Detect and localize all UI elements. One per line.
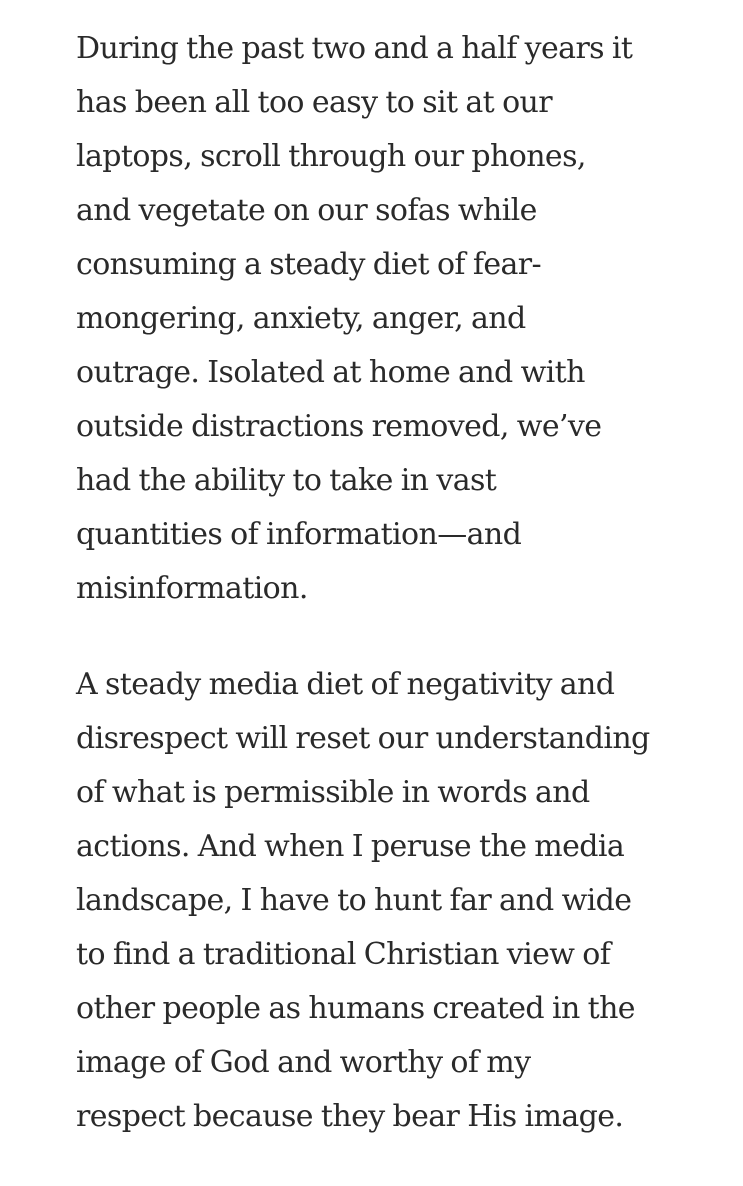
text-line: had the ability to take in vast: [76, 463, 497, 498]
text-line: image of God and worthy of my: [76, 1045, 531, 1080]
text-line: quantities of information—and: [76, 517, 522, 552]
text-line: mongering, anxiety, anger, and: [76, 301, 526, 336]
text-line: outrage. Isolated at home and with: [76, 355, 585, 390]
text-line: misinformation.: [76, 571, 308, 606]
text-line: During the past two and a half years it: [76, 31, 633, 66]
paragraph-2: [76, 658, 696, 1144]
text-line: outside distractions removed, we’ve: [76, 409, 602, 444]
text-line: consuming a steady diet of fear-: [76, 247, 542, 282]
text-line: of what is permissible in words and: [76, 775, 590, 810]
text-line: respect because they bear His image.: [76, 1099, 624, 1134]
paragraph-1: [76, 22, 696, 616]
text-line: has been all too easy to sit at our: [76, 85, 552, 120]
article-body: [76, 22, 696, 1186]
text-line: other people as humans created in the: [76, 991, 635, 1026]
text-line: A steady media diet of negativity and: [76, 667, 615, 702]
text-line: laptops, scroll through our phones,: [76, 139, 586, 174]
text-line: landscape, I have to hunt far and wide: [76, 883, 632, 918]
text-line: actions. And when I peruse the media: [76, 829, 625, 864]
text-line: and vegetate on our sofas while: [76, 193, 537, 228]
text-line: to find a traditional Christian view of: [76, 937, 611, 972]
text-line: disrespect will reset our understanding: [76, 721, 650, 756]
